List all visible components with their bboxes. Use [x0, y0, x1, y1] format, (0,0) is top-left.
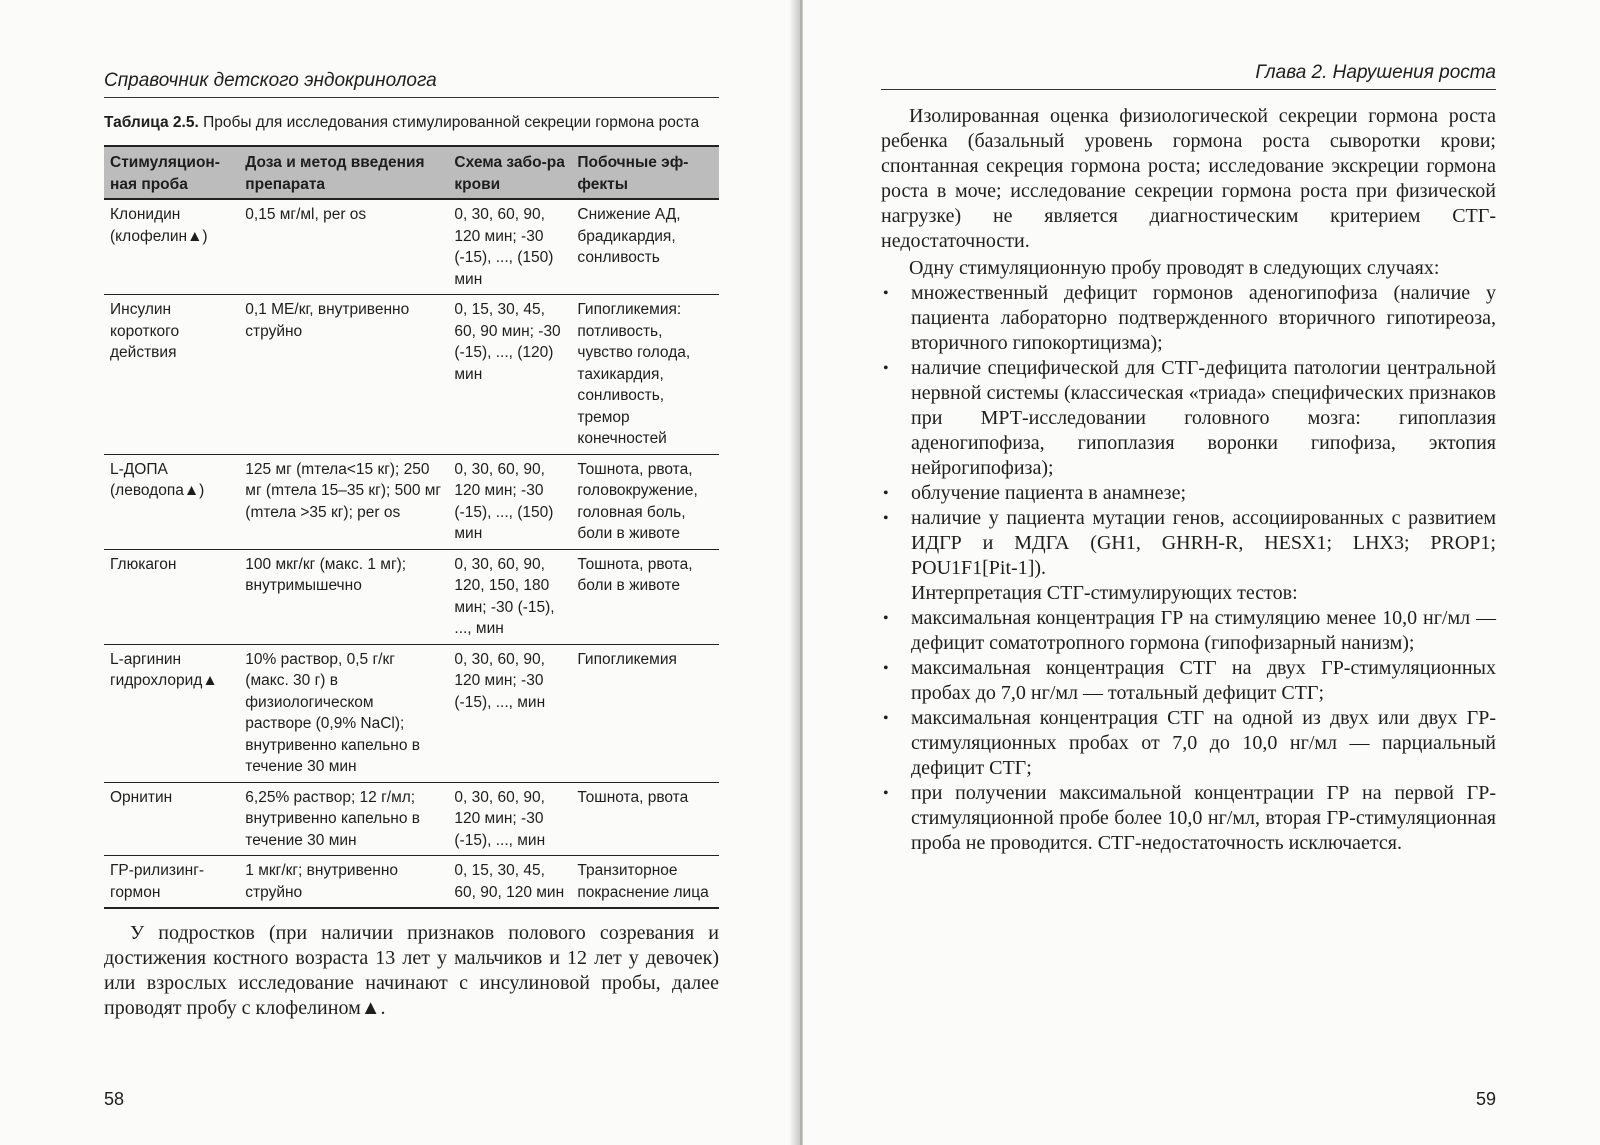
list-item-text: максимальная концентрация СТГ на двух ГР-стимуляционных пробах до 7,0 нг/мл — тотальный дефицит СТГ;: [911, 657, 1496, 704]
table-cell: 0,1 МЕ/кг, внутривенно струйно: [239, 295, 448, 455]
table-caption: [104, 112, 719, 133]
list-item: [881, 506, 1496, 581]
page-number: 58: [104, 1089, 125, 1109]
list-item-text: множественный дефицит гормонов аденогипофиза (наличие у пациента лабораторно подтвержденного вторичного гипотиреоза, вторичного гипокортицизма);: [911, 282, 1496, 354]
list-item: [881, 481, 1496, 506]
running-head: Справочник детского эндокринолога: [104, 70, 719, 98]
list-item: [881, 781, 1496, 856]
table-cell: Тошнота, рвота, боли в животе: [571, 549, 719, 644]
body-paragraph: У подростков (при наличии признаков полового созревания и достижения костного возраста 13 лет у мальчиков и 12 лет у девочек) или взрослых исследование начинают с инсулиновой пробы, далее проводят пробу с клофелином▲.: [104, 922, 719, 1019]
bullet-icon: •: [883, 360, 889, 377]
table-row: [104, 644, 719, 782]
list-item-text: облучение пациента в анамнезе;: [911, 482, 1187, 504]
body-paragraph: Одну стимуляционную пробу проводят в следующих случаях:: [909, 257, 1440, 279]
table-cell: Инсулин короткого действия: [104, 295, 239, 455]
running-head: Глава 2. Нарушения роста: [881, 62, 1496, 90]
table-caption-label: Таблица 2.5.: [104, 114, 199, 131]
table-row: [104, 295, 719, 455]
bullet-icon: •: [883, 710, 889, 727]
list-item: [881, 281, 1496, 356]
table-cell: Клонидин (клофелин▲): [104, 199, 239, 295]
bullet-icon: •: [883, 610, 889, 627]
table-cell: ГР-рилизинг-гормон: [104, 856, 239, 909]
bullet-icon: •: [883, 510, 889, 527]
column-header: Доза и метод введения препарата: [239, 146, 448, 199]
list-item: [881, 706, 1496, 781]
table-cell: Снижение АД, брадикардия, сонливость: [571, 199, 719, 295]
column-header: Побочные эф-фекты: [571, 146, 719, 199]
table-cell: L-аргинин гидрохлорид▲: [104, 644, 239, 782]
interpretation-title: Интерпретация СТГ-стимулирующих тестов:: [911, 582, 1298, 604]
table-cell: 0, 30, 60, 90, 120 мин; -30 (-15), ..., (150) мин: [448, 199, 571, 295]
table-row: [104, 856, 719, 909]
table-cell: L-ДОПА (леводопа▲): [104, 454, 239, 549]
left-page: [0, 0, 797, 1145]
table-cell: 125 мг (mтела<15 кг); 250 мг (mтела 15–35 кг); 500 мг (mтела >35 кг); per os: [239, 454, 448, 549]
table-cell: 0, 30, 60, 90, 120 мин; -30 (-15), ..., мин: [448, 782, 571, 856]
interpretation-list: [881, 606, 1496, 856]
bullet-icon: •: [883, 660, 889, 677]
table-row: [104, 199, 719, 295]
table-cell: 100 мкг/кг (макс. 1 мг); внутримышечно: [239, 549, 448, 644]
right-page: [803, 0, 1600, 1145]
table-cell: 6,25% раствор; 12 г/мл; внутривенно капельно в течение 30 мин: [239, 782, 448, 856]
list-item-text: при получении максимальной концентрации ГР на первой ГР-стимуляционной пробе более 10,0 нг/мл, вторая ГР-стимуляционная проба не проводится. СТГ-недостаточность исключается.: [911, 782, 1496, 854]
table-cell: Тошнота, рвота, головокружение, головная боль, боли в животе: [571, 454, 719, 549]
column-header: Стимуляцион-ная проба: [104, 146, 239, 199]
table-header-row: [104, 146, 719, 199]
table-cell: 0, 30, 60, 90, 120 мин; -30 (-15), ..., мин: [448, 644, 571, 782]
list-item: [881, 356, 1496, 481]
table-cell: Тошнота, рвота: [571, 782, 719, 856]
table-cell: 0, 15, 30, 45, 60, 90, 120 мин: [448, 856, 571, 909]
page-number: 59: [1475, 1089, 1496, 1109]
list-item-text: наличие специфической для СТГ-дефицита патологии центральной нервной системы (классическая «триада» специфических признаков при МРТ-исследовании головного мозга: гипоплазия аденогипофиза, гипоплазия воронки гипофиза, эктопия нейрогипофиза);: [911, 357, 1496, 479]
table-row: [104, 454, 719, 549]
table-cell: Гипогликемия: [571, 644, 719, 782]
table-cell: Глюкагон: [104, 549, 239, 644]
list-item: [881, 606, 1496, 656]
bullet-icon: •: [883, 785, 889, 802]
table-cell: Орнитин: [104, 782, 239, 856]
table-cell: Гипогликемия: потливость, чувство голода, тахикардия, сонливость, тремор конечностей: [571, 295, 719, 455]
list-item-text: максимальная концентрация ГР на стимуляцию менее 10,0 нг/мл — дефицит соматотропного гормона (гипофизарный нанизм);: [911, 607, 1496, 654]
stimulation-tests-table: [104, 145, 719, 909]
body-paragraph: Изолированная оценка физиологической секреции гормона роста ребенка (базальный уровень гормона роста сыворотки крови; спонтанная секреция гормона роста; исследование экскреции гормона роста в моче; исследование секреции гормона роста при физической нагрузке) не является диагностическим критерием СТГ-недостаточности.: [881, 105, 1496, 252]
bullet-icon: •: [883, 485, 889, 502]
column-header: Схема забо-ра крови: [448, 146, 571, 199]
table-cell: 10% раствор, 0,5 г/кг (макс. 30 г) в физиологическом растворе (0,9% NaCl); внутривенно капельно в течение 30 мин: [239, 644, 448, 782]
bullet-icon: •: [883, 285, 889, 302]
table-cell: Транзиторное покраснение лица: [571, 856, 719, 909]
cases-list: [881, 281, 1496, 581]
table-caption-text: Пробы для исследования стимулированной секреции гормона роста: [198, 114, 700, 131]
table-cell: 0,15 мг/мl, per os: [239, 199, 448, 295]
list-item-text: наличие у пациента мутации генов, ассоциированных с развитием ИДГР и МДГА (GH1, GHRH-R, HESX1; LHX3; PROP1; POU1F1[Pit-1]).: [911, 507, 1496, 579]
list-item-text: максимальная концентрация СТГ на одной из двух или двух ГР-стимуляционных пробах от 7,0 до 10,0 нг/мл — парциальный дефицит СТГ;: [911, 707, 1496, 779]
table-cell: 1 мкг/кг; внутривенно струйно: [239, 856, 448, 909]
table-row: [104, 549, 719, 644]
list-item: [881, 656, 1496, 706]
table-cell: 0, 15, 30, 45, 60, 90 мин; -30 (-15), ..., (120) мин: [448, 295, 571, 455]
table-row: [104, 782, 719, 856]
table-cell: 0, 30, 60, 90, 120 мин; -30 (-15), ..., (150) мин: [448, 454, 571, 549]
table-cell: 0, 30, 60, 90, 120, 150, 180 мин; -30 (-15), ..., мин: [448, 549, 571, 644]
